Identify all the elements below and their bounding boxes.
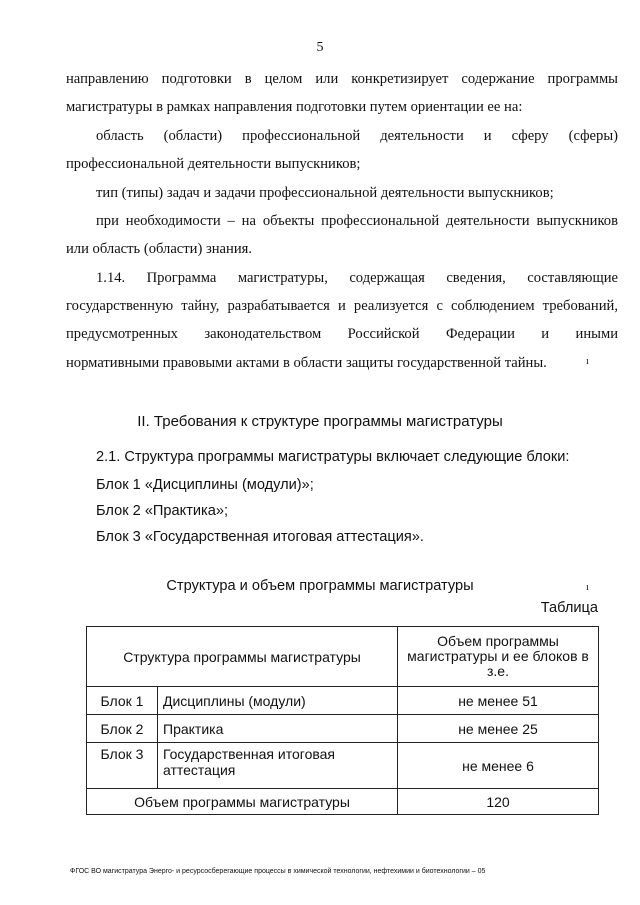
- block-item: Блок 1 «Дисциплины (модули)»;: [96, 477, 314, 493]
- paragraph-line: тип (типы) задач и задачи профессиональной деятельности выпускников;: [96, 185, 554, 201]
- paragraph-line: государственную тайну, разрабатывается и реализуется с соблюдением требований,: [66, 298, 618, 314]
- volume-cell: не менее 51: [398, 687, 599, 715]
- table-label: Таблица: [540, 600, 598, 616]
- volume-cell: не менее 25: [398, 715, 599, 743]
- block-cell: Блок 1: [87, 687, 158, 715]
- block-item: Блок 2 «Практика»;: [96, 503, 229, 519]
- total-value: 120: [398, 789, 599, 815]
- scan-mark: ı: [586, 582, 589, 593]
- block-cell: Блок 3: [87, 743, 158, 789]
- total-label: Объем программы магистратуры: [87, 789, 398, 815]
- paragraph-line: предусмотренных законодательством Российской Федерации и иными: [66, 326, 618, 342]
- section-heading: II. Требования к структуре программы магистратуры: [137, 413, 503, 430]
- paragraph-line: направлению подготовки в целом или конкретизирует содержание программы: [66, 71, 618, 87]
- block-item: Блок 3 «Государственная итоговая аттестация».: [96, 529, 424, 545]
- paragraph-line: или область (области) знания.: [66, 241, 253, 257]
- table-title: Структура и объем программы магистратуры: [166, 578, 474, 594]
- page-number: 5: [316, 40, 324, 55]
- table-row: [87, 743, 599, 789]
- name-cell: Дисциплины (модули): [158, 687, 398, 715]
- paragraph-line: при необходимости – на объекты профессиональной деятельности выпускников: [96, 213, 618, 229]
- table-header-row: [87, 627, 599, 687]
- scan-mark: ı: [586, 356, 589, 367]
- block-cell: Блок 2: [87, 715, 158, 743]
- paragraph-line: магистратуры в рамках направления подготовки путем ориентации ее на:: [66, 99, 523, 115]
- volume-cell: не менее 6: [398, 743, 599, 789]
- paragraph-line: 1.14. Программа магистратуры, содержащая сведения, составляющие: [96, 270, 618, 286]
- footer: ФГОС ВО магистратура Энерго- и ресурсосберегающие процессы в химической технологии, нефтехимии и биотехнологии – 05: [70, 868, 486, 875]
- table-row: [87, 687, 599, 715]
- paragraph-line: область (области) профессиональной деятельности и сферу (сферы): [96, 128, 618, 144]
- paragraph-line: профессиональной деятельности выпускников;: [66, 156, 361, 172]
- name-cell: Практика: [158, 715, 398, 743]
- structure-table: [86, 626, 599, 815]
- header-structure: Структура программы магистратуры: [87, 627, 398, 687]
- table-row: [87, 715, 599, 743]
- paragraph-line: нормативными правовыми актами в области защиты государственной тайны.: [66, 355, 547, 371]
- table-total-row: [87, 789, 599, 815]
- name-cell: Государственная итоговая аттестация: [158, 743, 398, 789]
- section-intro: 2.1. Структура программы магистратуры включает следующие блоки:: [96, 449, 570, 465]
- header-volume: Объем программы магистратуры и ее блоков в з.е.: [398, 627, 599, 687]
